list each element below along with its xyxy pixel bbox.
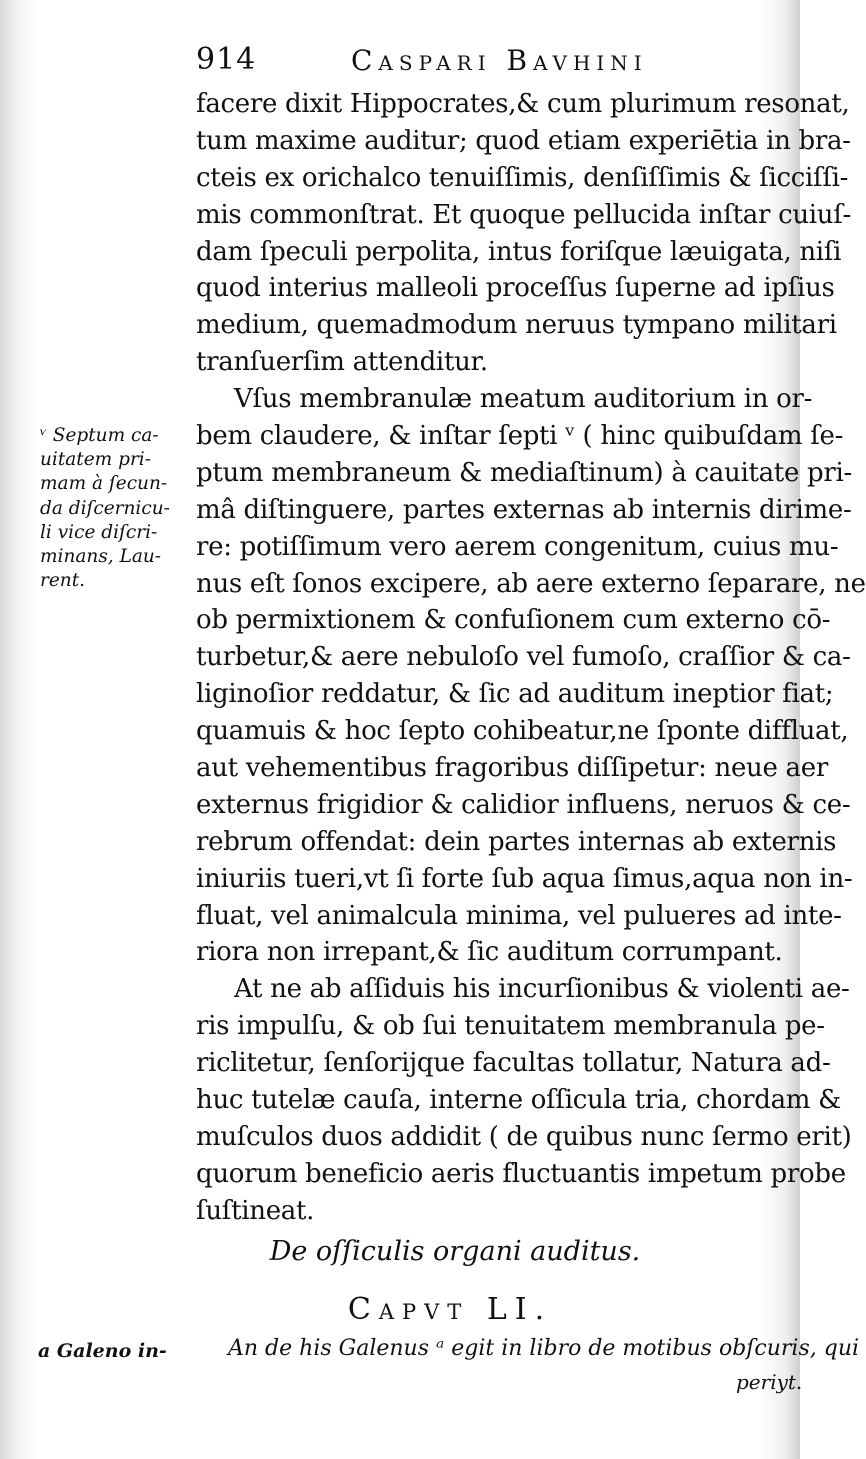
text-line: externus frigidior & calidior influens, neruos & ce- [196,789,851,820]
text-line: facere dixit Hippocrates,& cum plurimum resonat, [196,89,850,119]
text-line: muſculos duos addidit ( de quibus nunc ſermo erit) [196,1121,852,1152]
text-line: riclitetur, ſenſorijque facultas tollatur, Natura ad- [196,1048,831,1079]
text-line: turbetur,& aere nebuloſo vel fumoſo, craſſior & ca- [196,642,851,673]
running-head: Caspari Bavhini [351,44,648,77]
text-line: ob permixtionem & confuſionem cum externo cō- [196,605,831,636]
text-line: fluat, vel animalcula minima, vel pulueres ad inte- [196,900,842,931]
margin-note-line: ᵛ Septum ca- [40,425,159,446]
text-line: quorum beneficio aeris fluctuantis impetum probe [196,1158,846,1189]
section-title: De oſſiculis organi auditus. [269,1236,641,1267]
text-line: At ne ab aſſiduis his incurſionibus & violenti ae- [234,974,850,1005]
text-line: aut vehementibus fragoribus diſſipetur: neue aer [196,753,828,784]
text-line: quod interius malleoli proceſſus ſuperne ad ipſius [196,273,835,304]
text-line: medium, quemadmodum neruus tympano militari [196,310,837,341]
bottom-margin-note: a Galeno in- [38,1340,167,1362]
text-line: mis commonſtrat. Et quoque pellucida inſtar cuiuſ- [196,199,852,230]
margin-note-line: li vice diſcri- [40,521,158,543]
chapter-first-line: An de his Galenus ᵃ egit in libro de motibus obſcuris, qui [228,1336,860,1361]
text-line: mâ diſtinguere, partes externas ab internis dirime- [196,494,852,525]
text-line: tranſuerſim attenditur. [196,347,488,378]
text-line: liginoſior reddatur, & ſic ad auditum ineptior fiat; [196,679,834,710]
text-line: iniuriis tueri,vt ſi forte ſub aqua ſimus,aqua non in- [196,863,853,894]
page-header [196,42,786,82]
text-line: ſuſtineat. [196,1195,315,1226]
text-line: quamuis & hoc ſepto cohibeatur,ne ſponte diffluat, [196,716,849,747]
text-line: re: potiſſimum vero aerem congenitum, cuius mu- [196,531,839,562]
margin-note-line: minans, Lau- [40,546,162,568]
margin-note-line: uitatem pri- [40,449,151,471]
margin-note-line: da diſcernicu- [40,497,170,519]
margin-note-line: mam à ſecun- [40,473,168,495]
text-line: ris impulſu, & ob ſui tenuitatem membranula pe- [196,1011,825,1042]
text-line: cteis ex orichalco tenuiſſimis, denſiſſimis & ſicciſſi- [196,162,849,193]
catchword: periyt. [736,1370,803,1394]
margin-note [40,424,190,593]
text-line: Vſus membranulæ meatum auditorium in or- [234,384,813,415]
text-line: nus eſt ſonos excipere, ab aere externo ſeparare, ne [196,568,866,599]
chapter-title: Capvt LI. [347,1292,553,1327]
margin-note-line: rent. [40,570,86,592]
text-line: ptum membraneum & mediaſtinum) à cauitate pri- [196,457,852,488]
text-line: tum maxime auditur; quod etiam experiētia in bra- [196,125,851,156]
text-line: rebrum offendat: dein partes internas ab externis [196,826,837,857]
text-line: bem claudere, & inſtar ſepti ᵛ ( hinc quibuſdam ſe- [196,421,844,452]
text-line: dam ſpeculi perpolita, intus foriſque læuigata, niſi [196,236,842,267]
body-text [196,86,866,1230]
text-line: riora non irrepant,& ſic auditum corrumpant. [196,937,783,968]
page-number: 914 [196,42,257,77]
text-line: huc tutelæ cauſa, interne oſſicula tria, chordam & [196,1085,841,1116]
